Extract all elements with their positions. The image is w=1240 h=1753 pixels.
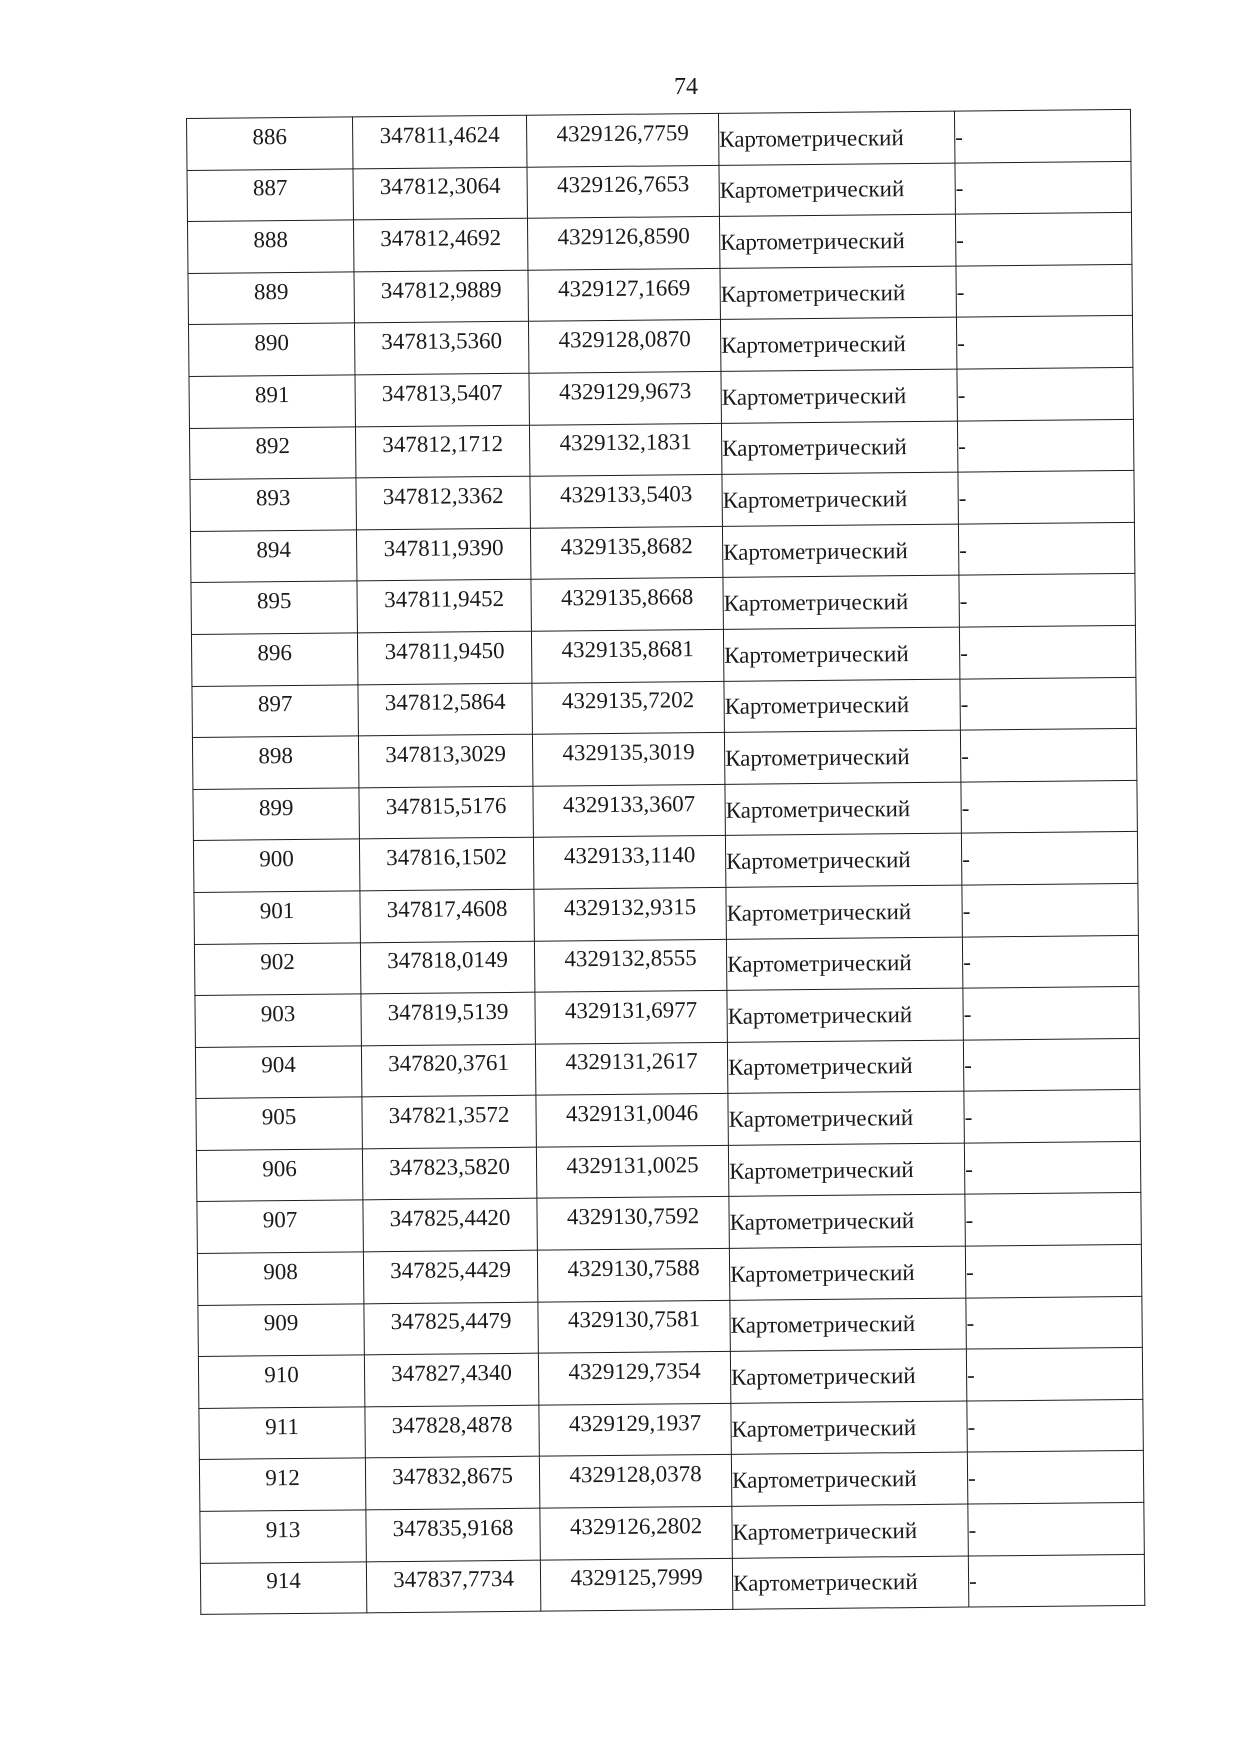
accuracy-cell: - bbox=[963, 986, 1139, 1039]
y-coordinate-cell-text: 4329129,1937 bbox=[568, 1409, 702, 1437]
y-coordinate-cell-text: 4329133,1140 bbox=[563, 842, 696, 869]
x-coordinate-cell-text: 347812,4692 bbox=[380, 224, 502, 252]
point-number-cell bbox=[196, 1097, 362, 1150]
point-number-cell-text: 887 bbox=[252, 175, 288, 201]
point-number-cell bbox=[189, 426, 355, 479]
table-row bbox=[193, 832, 1137, 893]
point-number-cell bbox=[197, 1200, 363, 1253]
point-number-cell-text: 904 bbox=[261, 1052, 296, 1078]
y-coordinate-cell bbox=[527, 217, 719, 270]
y-coordinate-cell-text: 4329128,0870 bbox=[558, 326, 691, 353]
point-number-cell bbox=[190, 478, 356, 531]
point-number-cell bbox=[195, 1046, 361, 1099]
method-cell: Картометрический bbox=[729, 1246, 965, 1300]
point-number-cell-text: 900 bbox=[259, 846, 294, 872]
x-coordinate-cell bbox=[358, 683, 532, 736]
y-coordinate-cell-text: 4329135,7202 bbox=[561, 687, 695, 714]
x-coordinate-cell-text: 347823,5820 bbox=[389, 1153, 511, 1180]
point-number-cell bbox=[190, 530, 356, 583]
point-number-cell bbox=[200, 1561, 366, 1614]
point-number-cell bbox=[198, 1355, 364, 1408]
table-row bbox=[192, 729, 1136, 790]
x-coordinate-cell-text: 347812,5864 bbox=[384, 689, 506, 716]
x-coordinate-cell-text: 347832,8675 bbox=[392, 1463, 514, 1490]
x-coordinate-cell bbox=[356, 528, 530, 581]
y-coordinate-cell-text: 4329135,8681 bbox=[561, 635, 694, 663]
table-row bbox=[196, 1141, 1140, 1202]
y-coordinate-cell bbox=[539, 1403, 731, 1456]
y-coordinate-cell-text: 4329133,5403 bbox=[559, 481, 693, 508]
x-coordinate-cell-text: 347825,4420 bbox=[389, 1205, 511, 1232]
point-number-cell bbox=[192, 736, 358, 789]
x-coordinate-cell-text: 347812,3064 bbox=[379, 173, 501, 200]
accuracy-cell: - bbox=[954, 109, 1130, 162]
table-row bbox=[187, 161, 1131, 222]
x-coordinate-cell-text: 347813,3029 bbox=[385, 740, 507, 768]
accuracy-cell: - bbox=[966, 1348, 1142, 1401]
point-number-cell-text: 897 bbox=[257, 691, 293, 717]
x-coordinate-cell bbox=[356, 476, 530, 529]
accuracy-cell: - bbox=[957, 419, 1133, 472]
point-number-cell-text: 908 bbox=[263, 1258, 298, 1285]
y-coordinate-cell-text: 4329127,1669 bbox=[557, 274, 691, 302]
page-number: 74 bbox=[674, 74, 698, 100]
y-coordinate-cell bbox=[539, 1455, 731, 1508]
method-cell: Картометрический bbox=[731, 1401, 967, 1455]
y-coordinate-cell-text: 4329126,7759 bbox=[556, 119, 689, 147]
y-coordinate-cell-text: 4329126,2802 bbox=[569, 1512, 703, 1540]
x-coordinate-cell-text: 347825,4479 bbox=[390, 1308, 512, 1335]
method-cell: Картометрический bbox=[724, 679, 960, 733]
point-number-cell bbox=[189, 375, 355, 428]
table-row bbox=[195, 1038, 1139, 1099]
method-cell: Картометрический bbox=[726, 937, 962, 991]
table-row bbox=[192, 677, 1136, 738]
y-coordinate-cell-text: 4329132,1831 bbox=[559, 429, 692, 456]
coordinates-table-container bbox=[186, 109, 1144, 1615]
point-number-cell bbox=[187, 117, 353, 170]
point-number-cell-text: 913 bbox=[265, 1516, 301, 1543]
table-row bbox=[191, 625, 1135, 686]
accuracy-cell: - bbox=[958, 471, 1134, 524]
x-coordinate-cell bbox=[358, 734, 532, 787]
y-coordinate-cell bbox=[529, 423, 721, 476]
point-number-cell-text: 891 bbox=[254, 381, 290, 408]
point-number-cell bbox=[192, 684, 358, 737]
table-row bbox=[200, 1554, 1144, 1615]
x-coordinate-cell-text: 347837,7734 bbox=[393, 1566, 515, 1593]
method-cell: Картометрический bbox=[723, 575, 959, 629]
point-number-cell-text: 886 bbox=[252, 123, 288, 150]
method-cell: Картометрический bbox=[721, 421, 957, 475]
x-coordinate-cell-text: 347827,4340 bbox=[391, 1359, 513, 1387]
accuracy-cell: - bbox=[955, 161, 1131, 214]
x-coordinate-cell bbox=[360, 941, 534, 994]
x-coordinate-cell-text: 347813,5407 bbox=[381, 379, 503, 406]
x-coordinate-cell-text: 347828,4878 bbox=[391, 1411, 513, 1438]
point-number-cell bbox=[188, 323, 354, 376]
point-number-cell-text: 912 bbox=[265, 1465, 300, 1491]
table-row bbox=[200, 1502, 1144, 1563]
y-coordinate-cell-text: 4329130,7588 bbox=[567, 1254, 700, 1282]
point-number-cell-text: 890 bbox=[254, 330, 290, 356]
accuracy-cell: - bbox=[957, 367, 1133, 420]
accuracy-cell: - bbox=[956, 264, 1132, 317]
table-row bbox=[197, 1244, 1141, 1305]
table-row bbox=[191, 574, 1135, 635]
accuracy-cell: - bbox=[958, 522, 1134, 575]
point-number-cell-text: 893 bbox=[255, 484, 291, 511]
y-coordinate-cell bbox=[526, 113, 718, 166]
x-coordinate-cell bbox=[366, 1508, 540, 1561]
point-number-cell-text: 906 bbox=[262, 1155, 297, 1181]
table-row bbox=[199, 1451, 1143, 1512]
accuracy-cell: - bbox=[964, 1090, 1140, 1143]
y-coordinate-cell bbox=[536, 1094, 728, 1147]
method-cell: Картометрический bbox=[721, 369, 957, 423]
method-cell: Картометрический bbox=[723, 627, 959, 681]
x-coordinate-cell bbox=[353, 218, 527, 271]
table-row bbox=[194, 883, 1138, 944]
y-coordinate-cell-text: 4329128,0378 bbox=[569, 1461, 702, 1488]
method-cell: Картометрический bbox=[730, 1349, 966, 1403]
x-coordinate-cell bbox=[365, 1405, 539, 1458]
x-coordinate-cell-text: 347816,1502 bbox=[386, 844, 508, 871]
x-coordinate-cell bbox=[364, 1353, 538, 1406]
point-number-cell bbox=[199, 1407, 365, 1460]
y-coordinate-cell bbox=[534, 887, 726, 940]
method-cell: Картометрический bbox=[725, 782, 961, 836]
method-cell: Картометрический bbox=[732, 1504, 968, 1558]
y-coordinate-cell-text: 4329126,7653 bbox=[556, 171, 690, 198]
x-coordinate-cell bbox=[354, 322, 528, 375]
point-number-cell bbox=[200, 1510, 366, 1563]
y-coordinate-cell-text: 4329131,0046 bbox=[565, 1100, 699, 1127]
y-coordinate-cell bbox=[535, 990, 727, 1043]
x-coordinate-cell-text: 347811,9390 bbox=[383, 534, 504, 561]
y-coordinate-cell bbox=[535, 1042, 727, 1095]
point-number-cell-text: 910 bbox=[264, 1362, 299, 1388]
table-row bbox=[193, 780, 1137, 841]
point-number-cell bbox=[194, 942, 360, 995]
x-coordinate-cell-text: 347812,9889 bbox=[380, 276, 502, 303]
x-coordinate-cell-text: 347811,9450 bbox=[384, 637, 505, 664]
y-coordinate-cell bbox=[532, 732, 724, 785]
x-coordinate-cell bbox=[363, 1250, 537, 1303]
accuracy-cell: - bbox=[965, 1244, 1141, 1297]
table-row bbox=[188, 264, 1132, 325]
table-row bbox=[195, 986, 1139, 1047]
method-cell: Картометрический bbox=[722, 472, 958, 526]
accuracy-cell: - bbox=[965, 1193, 1141, 1246]
point-number-cell-text: 909 bbox=[263, 1310, 299, 1336]
accuracy-cell: - bbox=[955, 213, 1131, 266]
x-coordinate-cell bbox=[359, 838, 533, 891]
method-cell: Картометрический bbox=[720, 317, 956, 371]
y-coordinate-cell bbox=[536, 1145, 728, 1198]
point-number-cell bbox=[187, 220, 353, 273]
point-number-cell-text: 907 bbox=[262, 1207, 298, 1233]
table-row bbox=[197, 1193, 1141, 1254]
method-cell: Картометрический bbox=[719, 214, 955, 268]
y-coordinate-cell bbox=[534, 939, 726, 992]
point-number-cell-text: 902 bbox=[260, 949, 295, 975]
table-row bbox=[190, 471, 1134, 532]
point-number-cell bbox=[194, 891, 360, 944]
x-coordinate-cell-text: 347812,1712 bbox=[382, 431, 504, 458]
y-coordinate-cell bbox=[540, 1506, 732, 1559]
x-coordinate-cell-text: 347825,4429 bbox=[390, 1256, 512, 1283]
y-coordinate-cell-text: 4329129,7354 bbox=[568, 1358, 701, 1385]
x-coordinate-cell bbox=[361, 1044, 535, 1097]
y-coordinate-cell bbox=[528, 268, 720, 321]
x-coordinate-cell bbox=[352, 115, 526, 168]
x-coordinate-cell-text: 347818,0149 bbox=[387, 947, 509, 974]
x-coordinate-cell bbox=[355, 425, 529, 478]
x-coordinate-cell-text: 347813,5360 bbox=[381, 328, 503, 355]
x-coordinate-cell-text: 347821,3572 bbox=[388, 1102, 510, 1129]
x-coordinate-cell bbox=[362, 1095, 536, 1148]
y-coordinate-cell-text: 4329131,2617 bbox=[565, 1048, 698, 1075]
y-coordinate-cell-text: 4329130,7581 bbox=[567, 1306, 701, 1333]
point-number-cell bbox=[199, 1458, 365, 1511]
x-coordinate-cell-text: 347817,4608 bbox=[386, 895, 508, 922]
y-coordinate-cell bbox=[530, 475, 722, 528]
method-cell: Картометрический bbox=[719, 163, 955, 217]
accuracy-cell: - bbox=[960, 729, 1136, 782]
y-coordinate-cell-text: 4329135,8682 bbox=[560, 532, 693, 559]
table-row bbox=[187, 213, 1131, 274]
point-number-cell-text: 896 bbox=[257, 639, 293, 666]
accuracy-cell: - bbox=[968, 1502, 1144, 1555]
y-coordinate-cell bbox=[527, 165, 719, 218]
x-coordinate-cell bbox=[355, 373, 529, 426]
accuracy-cell: - bbox=[961, 780, 1137, 833]
x-coordinate-cell bbox=[359, 786, 533, 839]
method-cell: Картометрический bbox=[720, 266, 956, 320]
method-cell: Картометрический bbox=[728, 1143, 964, 1197]
x-coordinate-cell bbox=[353, 167, 527, 220]
x-coordinate-cell-text: 347812,3362 bbox=[382, 482, 504, 510]
table-row bbox=[187, 109, 1131, 170]
method-cell: Картометрический bbox=[728, 1091, 964, 1145]
y-coordinate-cell-text: 4329131,6977 bbox=[564, 997, 698, 1024]
y-coordinate-cell-text: 4329135,3019 bbox=[562, 739, 695, 766]
y-coordinate-cell bbox=[531, 629, 723, 682]
point-number-cell bbox=[188, 272, 354, 325]
y-coordinate-cell bbox=[533, 784, 725, 837]
point-number-cell-text: 911 bbox=[265, 1413, 300, 1439]
y-coordinate-cell bbox=[531, 578, 723, 631]
y-coordinate-cell bbox=[528, 320, 720, 373]
method-cell: Картометрический bbox=[722, 524, 958, 578]
accuracy-cell: - bbox=[968, 1554, 1144, 1607]
x-coordinate-cell bbox=[357, 631, 531, 684]
point-number-cell-text: 898 bbox=[258, 742, 293, 769]
x-coordinate-cell bbox=[362, 1147, 536, 1200]
method-cell: Картометрический bbox=[732, 1556, 968, 1610]
x-coordinate-cell-text: 347835,9168 bbox=[392, 1514, 514, 1541]
method-cell: Картометрический bbox=[718, 111, 954, 165]
method-cell: Картометрический bbox=[727, 988, 963, 1042]
y-coordinate-cell bbox=[529, 371, 721, 424]
accuracy-cell: - bbox=[962, 935, 1138, 988]
method-cell: Картометрический bbox=[726, 885, 962, 939]
method-cell: Картометрический bbox=[725, 833, 961, 887]
y-coordinate-cell bbox=[540, 1558, 732, 1611]
y-coordinate-cell bbox=[532, 681, 724, 734]
table-row bbox=[198, 1296, 1142, 1357]
accuracy-cell: - bbox=[961, 832, 1137, 885]
point-number-cell bbox=[193, 839, 359, 892]
method-cell: Картометрический bbox=[727, 1040, 963, 1094]
x-coordinate-cell-text: 347820,3761 bbox=[388, 1050, 510, 1077]
point-number-cell bbox=[187, 168, 353, 221]
accuracy-cell: - bbox=[959, 574, 1135, 627]
point-number-cell bbox=[196, 1149, 362, 1202]
x-coordinate-cell bbox=[363, 1199, 537, 1252]
point-number-cell-text: 899 bbox=[258, 794, 294, 820]
y-coordinate-cell-text: 4329131,0025 bbox=[566, 1151, 699, 1179]
accuracy-cell: - bbox=[960, 677, 1136, 730]
y-coordinate-cell bbox=[533, 836, 725, 889]
point-number-cell-text: 894 bbox=[256, 536, 292, 562]
point-number-cell-text: 888 bbox=[253, 227, 289, 253]
y-coordinate-cell-text: 4329130,7592 bbox=[566, 1203, 700, 1230]
accuracy-cell: - bbox=[964, 1141, 1140, 1194]
table-row bbox=[198, 1348, 1142, 1409]
x-coordinate-cell bbox=[365, 1457, 539, 1510]
point-number-cell bbox=[198, 1304, 364, 1357]
y-coordinate-cell-text: 4329132,8555 bbox=[564, 945, 697, 972]
coordinates-table bbox=[186, 109, 1145, 1615]
y-coordinate-cell bbox=[537, 1248, 729, 1301]
x-coordinate-cell-text: 347811,9452 bbox=[384, 586, 505, 613]
point-number-cell bbox=[193, 788, 359, 841]
point-number-cell-text: 905 bbox=[261, 1104, 297, 1130]
point-number-cell-text: 914 bbox=[266, 1568, 301, 1594]
y-coordinate-cell-text: 4329125,7999 bbox=[570, 1564, 703, 1591]
coordinates-table-body bbox=[187, 109, 1145, 1614]
table-row bbox=[189, 367, 1133, 428]
accuracy-cell: - bbox=[966, 1296, 1142, 1349]
y-coordinate-cell-text: 4329133,3607 bbox=[562, 790, 696, 817]
table-row bbox=[196, 1090, 1140, 1151]
x-coordinate-cell bbox=[357, 580, 531, 633]
x-coordinate-cell-text: 347819,5139 bbox=[387, 998, 509, 1025]
accuracy-cell: - bbox=[963, 1038, 1139, 1091]
y-coordinate-cell-text: 4329135,8668 bbox=[560, 584, 694, 611]
x-coordinate-cell-text: 347811,4624 bbox=[379, 121, 500, 148]
accuracy-cell: - bbox=[959, 625, 1135, 678]
point-number-cell bbox=[191, 633, 357, 686]
x-coordinate-cell-text: 347815,5176 bbox=[385, 792, 507, 819]
method-cell: Картометрический bbox=[730, 1298, 966, 1352]
accuracy-cell: - bbox=[967, 1451, 1143, 1504]
point-number-cell-text: 901 bbox=[259, 897, 295, 924]
table-row bbox=[194, 935, 1138, 996]
x-coordinate-cell bbox=[364, 1302, 538, 1355]
y-coordinate-cell bbox=[530, 526, 722, 579]
point-number-cell-text: 895 bbox=[256, 588, 292, 614]
y-coordinate-cell-text: 4329126,8590 bbox=[557, 223, 690, 250]
y-coordinate-cell bbox=[537, 1197, 729, 1250]
x-coordinate-cell bbox=[366, 1560, 540, 1613]
table-row bbox=[188, 316, 1132, 377]
accuracy-cell: - bbox=[962, 883, 1138, 936]
point-number-cell bbox=[195, 994, 361, 1047]
x-coordinate-cell bbox=[361, 992, 535, 1045]
point-number-cell-text: 889 bbox=[253, 278, 289, 304]
table-row bbox=[190, 522, 1134, 583]
point-number-cell-text: 892 bbox=[255, 433, 291, 459]
point-number-cell-text: 903 bbox=[260, 1000, 296, 1027]
table-row bbox=[189, 419, 1133, 480]
y-coordinate-cell-text: 4329129,9673 bbox=[558, 377, 692, 405]
method-cell: Картометрический bbox=[731, 1452, 967, 1506]
accuracy-cell: - bbox=[967, 1399, 1143, 1452]
x-coordinate-cell bbox=[354, 270, 528, 323]
y-coordinate-cell bbox=[538, 1300, 730, 1353]
point-number-cell bbox=[197, 1252, 363, 1305]
point-number-cell bbox=[191, 581, 357, 634]
accuracy-cell: - bbox=[956, 316, 1132, 369]
table-row bbox=[199, 1399, 1143, 1460]
x-coordinate-cell bbox=[360, 889, 534, 942]
y-coordinate-cell-text: 4329132,9315 bbox=[563, 893, 697, 921]
method-cell: Картометрический bbox=[729, 1195, 965, 1249]
method-cell: Картометрический bbox=[724, 730, 960, 784]
y-coordinate-cell bbox=[538, 1352, 730, 1405]
